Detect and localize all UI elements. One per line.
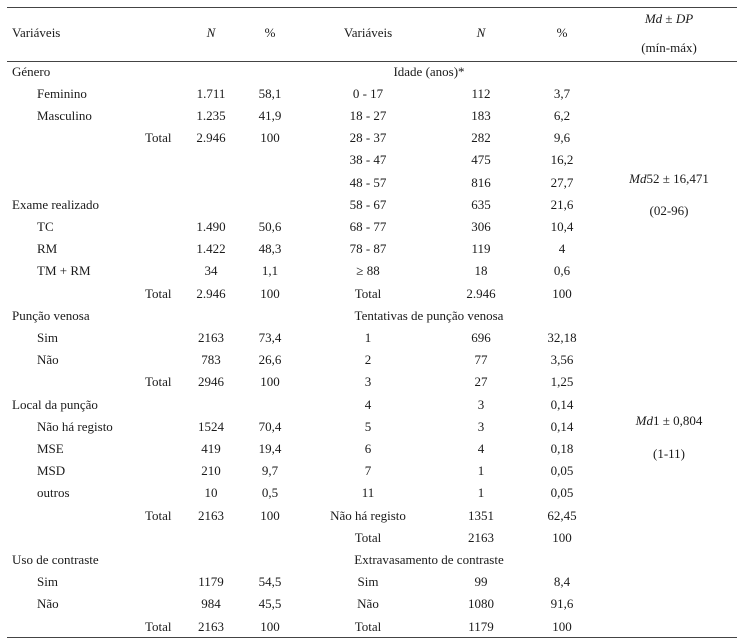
row-pct: 48,3 bbox=[258, 241, 282, 257]
row-label: 68 - 77 bbox=[349, 218, 387, 234]
row-pct: 41,9 bbox=[258, 107, 282, 123]
row-pct: 0,05 bbox=[550, 485, 574, 501]
header-md-dp bbox=[645, 11, 693, 27]
row-n: 2.946 bbox=[196, 285, 226, 301]
header-md: Md bbox=[644, 11, 663, 26]
row-pct: 32,18 bbox=[547, 329, 577, 345]
row-n: 2163 bbox=[198, 329, 224, 345]
row-n: 2163 bbox=[468, 529, 494, 545]
row-pct: 100 bbox=[260, 507, 280, 523]
section-label: Tentativas de punção venosa bbox=[354, 307, 504, 323]
stat-summary bbox=[636, 413, 703, 429]
section-label: Punção venosa bbox=[12, 307, 90, 323]
row-pct: 19,4 bbox=[258, 440, 282, 456]
row-pct: 50,6 bbox=[258, 218, 282, 234]
row-pct: 73,4 bbox=[258, 329, 282, 345]
row-pct: 3,7 bbox=[553, 85, 571, 101]
row-n: 1351 bbox=[468, 507, 494, 523]
row-n: 2163 bbox=[198, 507, 224, 523]
row-label: 0 - 17 bbox=[352, 85, 384, 101]
row-pct: 0,6 bbox=[553, 263, 571, 279]
row-pct: 58,1 bbox=[258, 85, 282, 101]
row-label: Feminino bbox=[37, 85, 87, 101]
row-pct: 100 bbox=[260, 285, 280, 301]
row-label: 11 bbox=[361, 485, 375, 501]
row-n: 18 bbox=[474, 263, 488, 279]
row-pct: 100 bbox=[552, 618, 572, 634]
row-label: TM + RM bbox=[37, 263, 91, 279]
stat-value: 52 ± 16,471 bbox=[646, 171, 709, 186]
row-pct: 54,5 bbox=[258, 574, 282, 590]
row-n: 984 bbox=[201, 596, 221, 612]
row-pct: 45,5 bbox=[258, 596, 282, 612]
row-pct: 1,1 bbox=[261, 263, 279, 279]
row-total-label: Total bbox=[145, 130, 172, 146]
row-pct: 10,4 bbox=[550, 218, 574, 234]
row-n: 1.711 bbox=[196, 85, 226, 101]
stat-range: (1-11) bbox=[652, 446, 686, 461]
row-n: 112 bbox=[471, 85, 491, 101]
stat-value: 1 ± 0,804 bbox=[652, 413, 703, 428]
row-label: Masculino bbox=[37, 107, 92, 123]
row-label: Total bbox=[354, 285, 382, 301]
row-pct: 100 bbox=[552, 529, 572, 545]
row-pct: 0,05 bbox=[550, 463, 574, 479]
header-n-right: N bbox=[476, 25, 486, 40]
row-label: Total bbox=[354, 618, 382, 634]
header-n-left: N bbox=[206, 25, 216, 40]
section-label: Local da punção bbox=[12, 396, 98, 412]
row-n: 27 bbox=[474, 374, 488, 390]
header-pct-right: % bbox=[556, 25, 568, 40]
row-pct: 26,6 bbox=[258, 352, 282, 368]
row-n: 3 bbox=[477, 418, 485, 434]
row-label: 4 bbox=[364, 396, 372, 412]
section-label: Uso de contraste bbox=[12, 551, 99, 567]
row-total-label: Total bbox=[145, 618, 172, 634]
row-pct: 21,6 bbox=[550, 196, 574, 212]
row-n: 1 bbox=[477, 463, 485, 479]
row-pct: 27,7 bbox=[550, 174, 574, 190]
row-n: 306 bbox=[471, 218, 491, 234]
row-label: 28 - 37 bbox=[349, 130, 387, 146]
row-label: 48 - 57 bbox=[349, 174, 387, 190]
row-n: 1080 bbox=[468, 596, 494, 612]
row-n: 696 bbox=[471, 329, 491, 345]
row-pct: 62,45 bbox=[547, 507, 577, 523]
row-n: 783 bbox=[201, 352, 221, 368]
row-label: MSD bbox=[37, 463, 66, 479]
row-label: Total bbox=[354, 529, 382, 545]
row-label: 1 bbox=[364, 329, 372, 345]
row-pct: 100 bbox=[260, 130, 280, 146]
row-label: 5 bbox=[364, 418, 372, 434]
row-n: 419 bbox=[201, 440, 221, 456]
row-n: 2163 bbox=[198, 618, 224, 634]
row-label: 78 - 87 bbox=[349, 241, 387, 257]
row-n: 10 bbox=[204, 485, 218, 501]
row-label: 18 - 27 bbox=[349, 107, 387, 123]
row-total-label: Total bbox=[145, 374, 172, 390]
row-label: 6 bbox=[364, 440, 372, 456]
header-pm: ± bbox=[665, 11, 673, 26]
row-label: Não bbox=[37, 352, 59, 368]
row-label: 38 - 47 bbox=[349, 152, 387, 168]
row-pct: 100 bbox=[552, 285, 572, 301]
row-n: 4 bbox=[477, 440, 485, 456]
row-n: 119 bbox=[471, 241, 491, 257]
row-pct: 9,7 bbox=[261, 463, 279, 479]
row-label: Sim bbox=[37, 329, 58, 345]
row-label: Sim bbox=[37, 574, 58, 590]
row-n: 475 bbox=[471, 152, 491, 168]
row-n: 282 bbox=[471, 130, 491, 146]
row-pct: 100 bbox=[260, 374, 280, 390]
row-total-label: Total bbox=[145, 507, 172, 523]
row-label: 3 bbox=[364, 374, 372, 390]
header-dp: DP bbox=[675, 11, 694, 26]
row-label: outros bbox=[37, 485, 70, 501]
row-n: 183 bbox=[471, 107, 491, 123]
table-top-rule bbox=[7, 7, 737, 8]
row-pct: 0,14 bbox=[550, 418, 574, 434]
header-variaveis-left: Variáveis bbox=[12, 25, 61, 40]
row-n: 1.490 bbox=[196, 218, 226, 234]
row-pct: 9,6 bbox=[553, 130, 571, 146]
row-n: 210 bbox=[201, 463, 221, 479]
row-n: 77 bbox=[474, 352, 488, 368]
row-pct: 0,5 bbox=[261, 485, 279, 501]
row-pct: 8,4 bbox=[553, 574, 571, 590]
row-label: TC bbox=[37, 218, 54, 234]
stat-summary bbox=[629, 171, 709, 187]
section-label: Exame realizado bbox=[12, 196, 99, 212]
stat-range: (02-96) bbox=[649, 203, 689, 218]
row-n: 99 bbox=[474, 574, 488, 590]
row-pct: 100 bbox=[260, 618, 280, 634]
row-n: 2.946 bbox=[466, 285, 496, 301]
row-pct: 70,4 bbox=[258, 418, 282, 434]
row-label: Não bbox=[357, 596, 379, 612]
row-n: 635 bbox=[471, 196, 491, 212]
row-pct: 6,2 bbox=[553, 107, 571, 123]
stat-md: Md bbox=[635, 413, 653, 428]
row-pct: 3,56 bbox=[550, 352, 574, 368]
row-pct: 16,2 bbox=[550, 152, 574, 168]
row-n: 3 bbox=[477, 396, 485, 412]
row-label: 2 bbox=[364, 352, 372, 368]
row-n: 1.235 bbox=[196, 107, 226, 123]
row-label: 58 - 67 bbox=[349, 196, 387, 212]
row-n: 1179 bbox=[198, 574, 224, 590]
section-label: Idade (anos)* bbox=[393, 63, 465, 79]
row-n: 816 bbox=[471, 174, 491, 190]
row-n: 34 bbox=[204, 263, 218, 279]
row-n: 1.422 bbox=[196, 241, 226, 257]
header-variaveis-right: Variáveis bbox=[343, 25, 393, 40]
row-label: 7 bbox=[364, 463, 372, 479]
section-label: Extravasamento de contraste bbox=[354, 551, 504, 567]
table-bottom-rule bbox=[7, 637, 737, 638]
row-label: MSE bbox=[37, 440, 64, 456]
stat-md: Md bbox=[629, 171, 647, 186]
row-total-label: Total bbox=[145, 285, 172, 301]
row-n: 1 bbox=[477, 485, 485, 501]
row-pct: 4 bbox=[558, 241, 566, 257]
header-min-max: (mín-máx) bbox=[641, 40, 697, 55]
row-label: Sim bbox=[357, 574, 379, 590]
row-n: 1524 bbox=[198, 418, 224, 434]
row-label: Não há registo bbox=[37, 418, 113, 434]
row-pct: 0,18 bbox=[550, 440, 574, 456]
row-n: 2946 bbox=[198, 374, 224, 390]
row-pct: 1,25 bbox=[550, 374, 574, 390]
section-label: Género bbox=[12, 63, 51, 79]
row-n: 2.946 bbox=[196, 130, 226, 146]
header-pct-left: % bbox=[264, 25, 276, 40]
row-n: 1179 bbox=[468, 618, 494, 634]
row-label: ≥ 88 bbox=[356, 263, 380, 279]
row-pct: 91,6 bbox=[550, 596, 574, 612]
row-label: Não há registo bbox=[330, 507, 406, 523]
row-label: Não bbox=[37, 596, 59, 612]
row-pct: 0,14 bbox=[550, 396, 574, 412]
row-label: RM bbox=[37, 241, 58, 257]
header-bottom-rule bbox=[7, 61, 737, 62]
